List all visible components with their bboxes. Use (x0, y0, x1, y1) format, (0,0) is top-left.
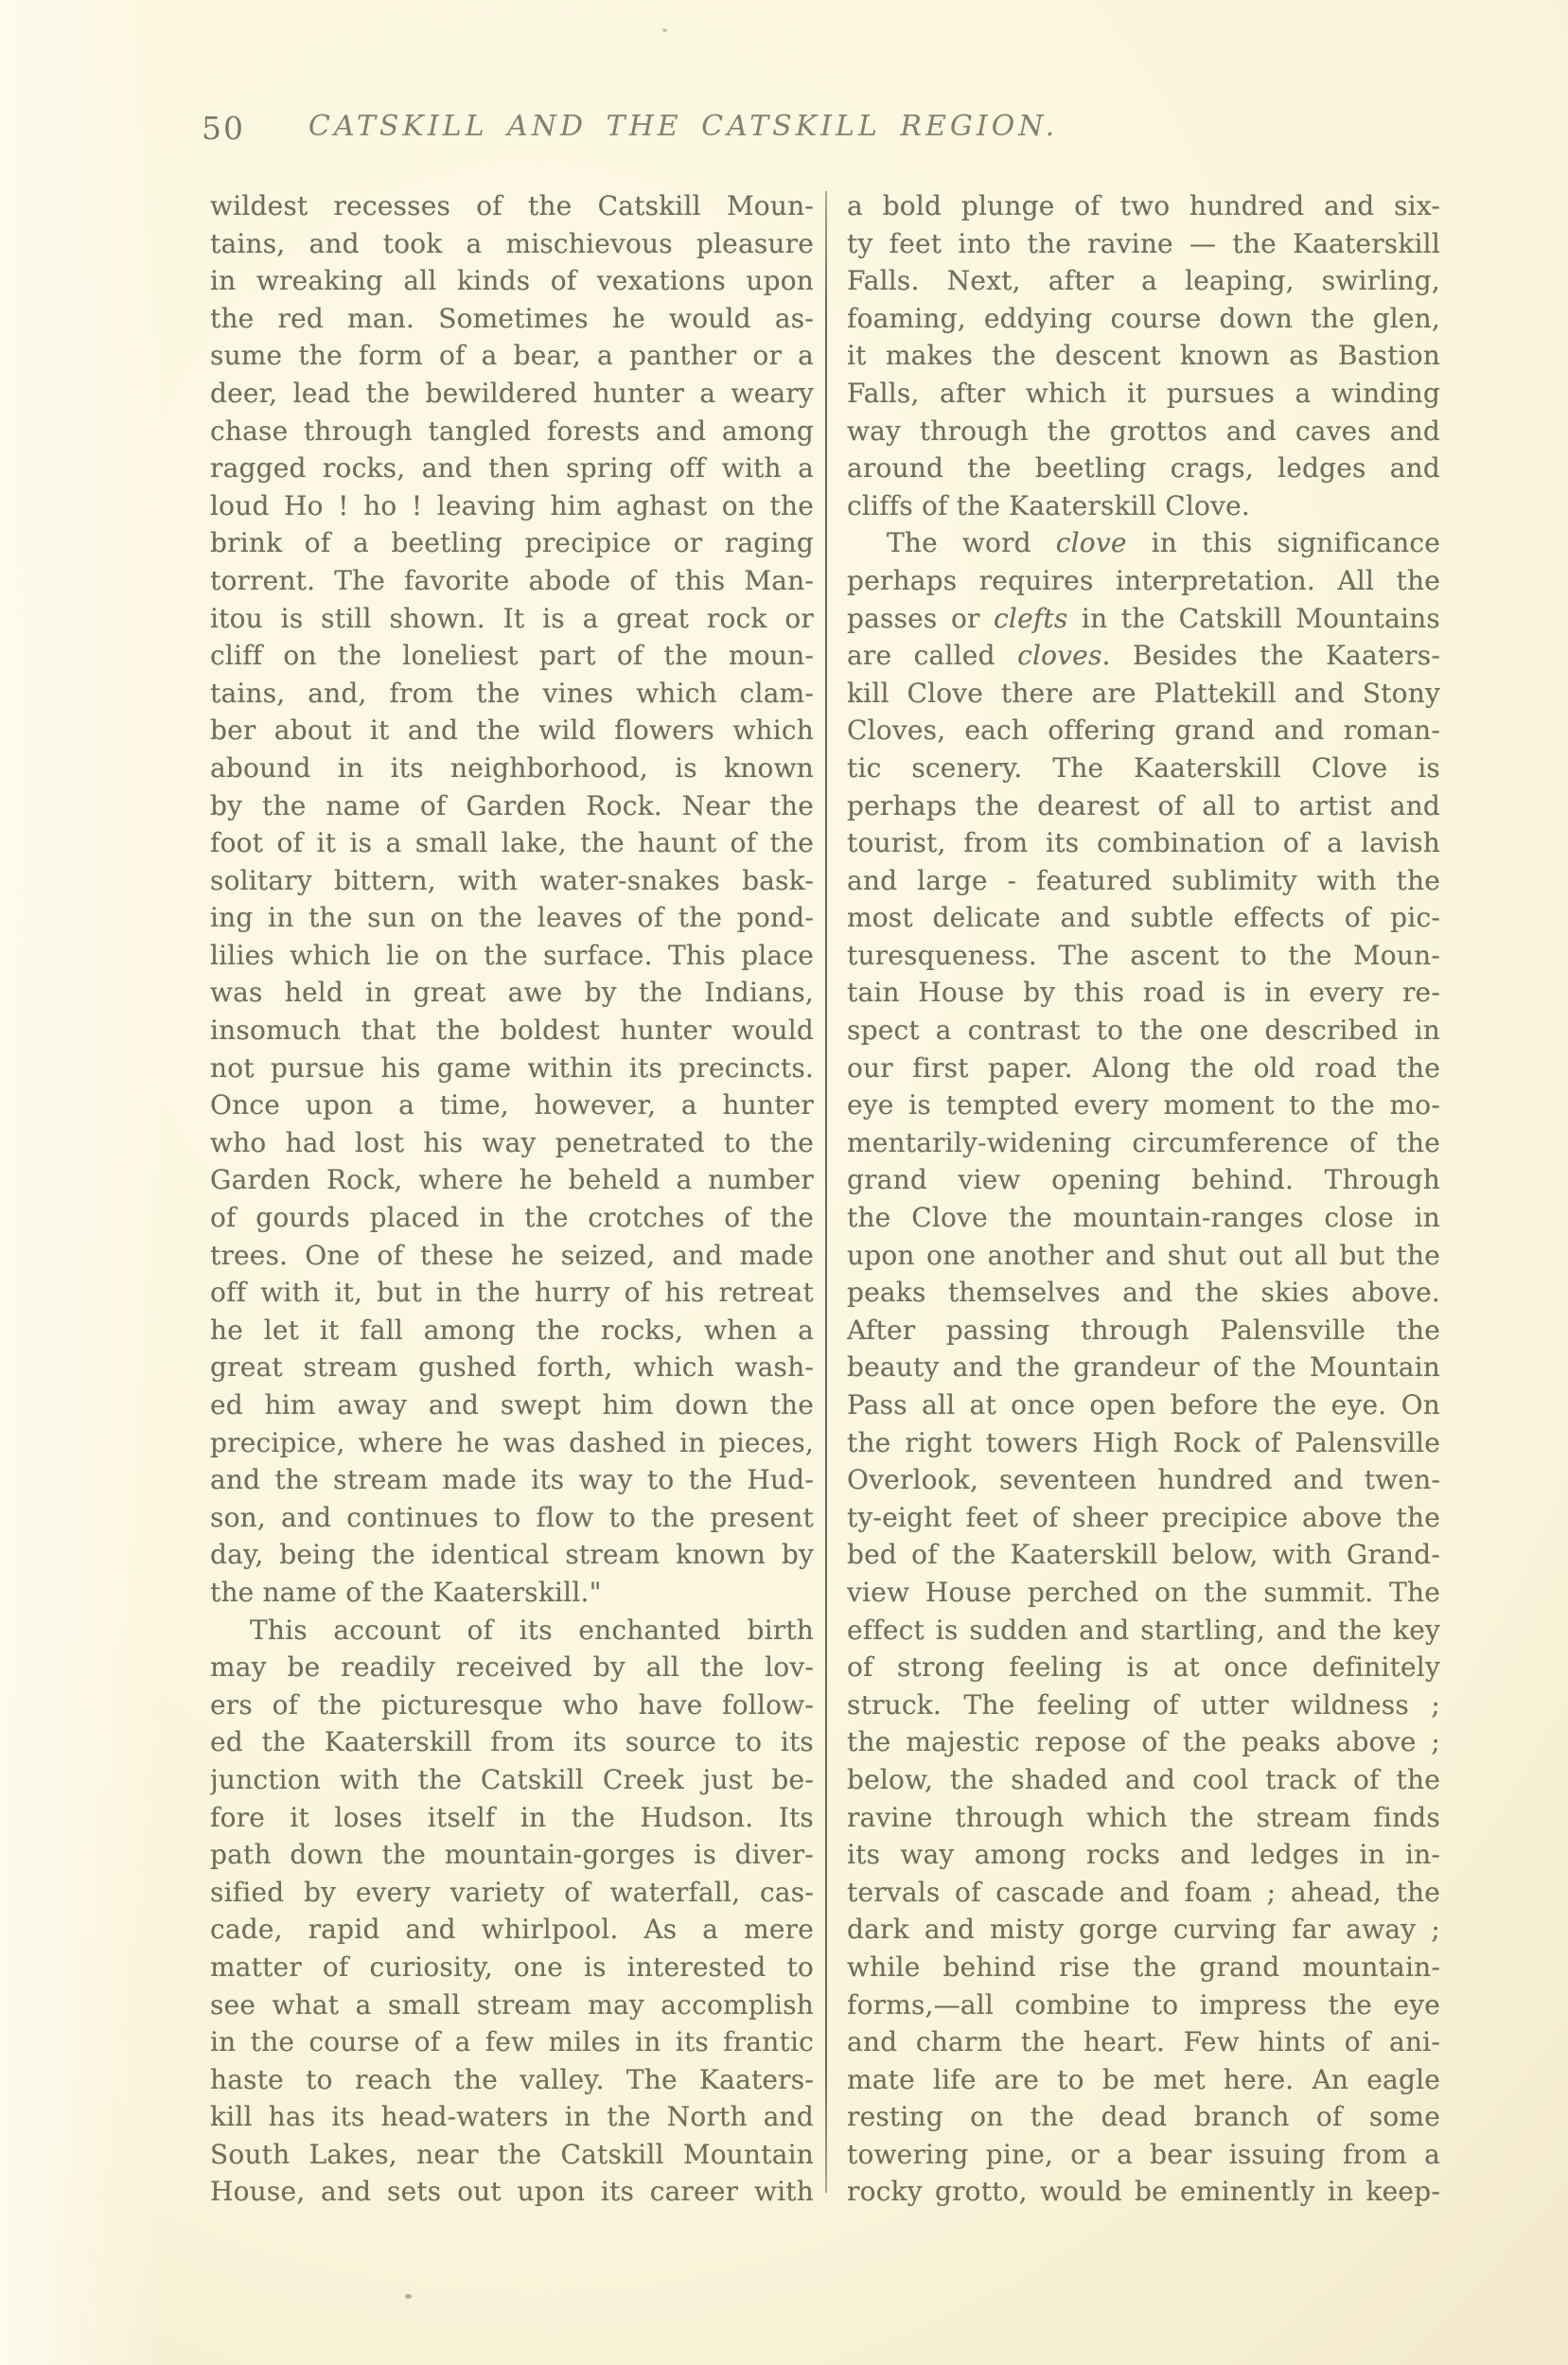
text-line: view House perched on the summit. The (847, 1576, 1440, 1608)
text-column-right (847, 187, 1440, 2211)
text-line: ty feet into the ravine — the Kaaterskill (847, 227, 1440, 259)
text-line: by the name of Garden Rock. Near the (210, 789, 814, 821)
text-line: our first paper. Along the old road the (847, 1051, 1440, 1084)
text-line: Pass all at once open before the eye. On (847, 1389, 1440, 1421)
text-line: Falls. Next, after a leaping, swirling, (847, 265, 1440, 297)
text-line: The word clove in this significance (887, 527, 1440, 559)
text-line: Cloves, each offering grand and roman- (847, 715, 1440, 747)
text-line: perhaps requires interpretation. All the (847, 564, 1440, 596)
text-line: of gourds placed in the crotches of the (210, 1202, 814, 1234)
text-line: cade, rapid and whirlpool. As a mere (210, 1914, 814, 1946)
text-line: in wreaking all kinds of vexations upon (210, 265, 814, 297)
text-line: the Clove the mountain-ranges close in (847, 1202, 1440, 1234)
text-line: dark and misty gorge curving far away ; (847, 1914, 1440, 1946)
text-line: brink of a beetling precipice or raging (210, 527, 814, 559)
text-line: ravine through which the stream finds (847, 1801, 1440, 1833)
text-line: beauty and the grandeur of the Mountain (847, 1351, 1440, 1384)
text-line: Falls, after which it pursues a winding (847, 377, 1440, 409)
text-line: off with it, but in the hurry of his retreat (210, 1277, 814, 1309)
text-line: Garden Rock, where he beheld a number (210, 1164, 814, 1196)
text-line: kill has its head-waters in the North and (210, 2101, 814, 2133)
page-number: 50 (202, 110, 245, 147)
text-block (210, 187, 1440, 2211)
text-line: who had lost his way penetrated to the (210, 1126, 814, 1158)
text-line: Once upon a time, however, a hunter (210, 1089, 814, 1121)
text-line: foot of it is a small lake, the haunt of the (210, 827, 814, 859)
text-line: ber about it and the wild flowers which (210, 715, 814, 747)
text-line: grand view opening behind. Through (847, 1164, 1440, 1196)
text-line: kill Clove there are Plattekill and Stony (847, 677, 1440, 709)
text-line: ing in the sun on the leaves of the pond- (210, 902, 814, 934)
text-line: rocky grotto, would be eminently in keep- (847, 2176, 1440, 2208)
text-line: may be readily received by all the lov- (210, 1651, 814, 1684)
text-line: loud Ho ! ho ! leaving him aghast on the (210, 489, 814, 521)
text-line: while behind rise the grand mountain- (847, 1950, 1440, 1983)
text-line: most delicate and subtle effects of pic- (847, 902, 1440, 934)
text-line: was held in great awe by the Indians, (210, 977, 814, 1009)
text-line: ty-eight feet of sheer precipice above the (847, 1501, 1440, 1533)
text-line: it makes the descent known as Bastion (847, 340, 1440, 372)
text-line: trees. One of these he seized, and made (210, 1239, 814, 1271)
text-column-left (210, 187, 814, 2211)
text-line: After passing through Palensville the (847, 1314, 1440, 1346)
text-line: ragged rocks, and then spring off with a (210, 452, 814, 485)
text-line: chase through tangled forests and among (210, 415, 814, 447)
text-line: abound in its neighborhood, is known (210, 751, 814, 784)
text-line: perhaps the dearest of all to artist and (847, 789, 1440, 821)
text-line: below, the shaded and cool track of the (847, 1763, 1440, 1795)
text-line: of strong feeling is at once definitely (847, 1651, 1440, 1684)
text-line: son, and continues to flow to the present (210, 1501, 814, 1533)
text-line: House, and sets out upon its career with (210, 2176, 814, 2208)
text-line: forms,—all combine to impress the eye (847, 1988, 1440, 2021)
text-line: eye is tempted every moment to the mo- (847, 1089, 1440, 1121)
text-line: haste to reach the valley. The Kaaters- (210, 2063, 814, 2095)
text-line: cliff on the loneliest part of the moun- (210, 640, 814, 672)
text-line: lilies which lie on the surface. This place (210, 939, 814, 971)
text-line: towering pine, or a bear issuing from a (847, 2138, 1440, 2170)
text-line: ers of the picturesque who have follow- (210, 1688, 814, 1721)
text-line: matter of curiosity, one is interested to (210, 1950, 814, 1983)
text-line: foaming, eddying course down the glen, (847, 302, 1440, 334)
text-line: and charm the heart. Few hints of ani- (847, 2026, 1440, 2058)
ink-speck (662, 28, 667, 32)
text-line: This account of its enchanted birth (250, 1614, 814, 1646)
text-line: tourist, from its combination of a lavish (847, 827, 1440, 859)
text-line: tains, and, from the vines which clam- (210, 677, 814, 709)
text-line: solitary bittern, with water-snakes bask- (210, 864, 814, 896)
text-line: resting on the dead branch of some (847, 2101, 1440, 2133)
text-line: mentarily-widening circumference of the (847, 1126, 1440, 1158)
text-line: tain House by this road is in every re- (847, 977, 1440, 1009)
text-line: passes or clefts in the Catskill Mountains (847, 602, 1440, 634)
text-line: tic scenery. The Kaaterskill Clove is (847, 751, 1440, 784)
text-line: around the beetling crags, ledges and (847, 452, 1440, 485)
text-line: the name of the Kaaterskill." (210, 1576, 602, 1608)
text-line: day, being the identical stream known by (210, 1539, 814, 1571)
text-line: and the stream made its way to the Hud- (210, 1464, 814, 1496)
text-line: not pursue his game within its precincts. (210, 1051, 814, 1084)
text-line: its way among rocks and ledges in in- (847, 1839, 1440, 1871)
text-line: are called cloves. Besides the Kaaters- (847, 640, 1440, 672)
text-line: sume the form of a bear, a panther or a (210, 340, 814, 372)
running-header: CATSKILL AND THE CATSKILL REGION. (308, 110, 1059, 143)
text-line: insomuch that the boldest hunter would (210, 1015, 814, 1047)
text-line: torrent. The favorite abode of this Man- (210, 564, 814, 596)
text-line: sified by every variety of waterfall, cas- (210, 1876, 814, 1908)
text-line: path down the mountain-gorges is diver- (210, 1839, 814, 1871)
text-line: cliffs of the Kaaterskill Clove. (847, 489, 1251, 521)
text-line: see what a small stream may accomplish (210, 1988, 814, 2021)
text-line: ed the Kaaterskill from its source to its (210, 1726, 814, 1758)
text-line: Overlook, seventeen hundred and twen- (847, 1464, 1440, 1496)
text-line: effect is sudden and startling, and the key (847, 1614, 1440, 1646)
text-line: junction with the Catskill Creek just be- (210, 1763, 814, 1795)
text-line: in the course of a few miles in its frantic (210, 2026, 814, 2058)
text-line: bed of the Kaaterskill below, with Grand- (847, 1539, 1440, 1571)
text-line: South Lakes, near the Catskill Mountain (210, 2138, 814, 2170)
text-line: peaks themselves and the skies above. (847, 1277, 1440, 1309)
text-line: wildest recesses of the Catskill Moun- (210, 190, 814, 221)
text-line: tervals of cascade and foam ; ahead, the (847, 1876, 1440, 1908)
text-line: way through the grottos and caves and (847, 415, 1440, 447)
text-line: great stream gushed forth, which wash- (210, 1351, 814, 1384)
text-line: itou is still shown. It is a great rock or (210, 602, 814, 634)
text-line: struck. The feeling of utter wildness ; (847, 1688, 1440, 1721)
text-line: the right towers High Rock of Palensville (847, 1426, 1440, 1458)
text-line: precipice, where he was dashed in pieces, (210, 1426, 814, 1458)
text-line: ed him away and swept him down the (210, 1389, 814, 1421)
text-line: deer, lead the bewildered hunter a weary (210, 377, 814, 409)
text-line: the majestic repose of the peaks above ; (847, 1726, 1440, 1758)
text-line: fore it loses itself in the Hudson. Its (210, 1801, 814, 1833)
text-line: a bold plunge of two hundred and six- (847, 190, 1440, 221)
text-line: mate life are to be met here. An eagle (847, 2063, 1440, 2095)
column-rule (825, 191, 827, 2193)
text-line: upon one another and shut out all but the (847, 1239, 1440, 1271)
text-line: and large - featured sublimity with the (847, 864, 1440, 896)
text-line: turesqueness. The ascent to the Moun- (847, 939, 1440, 971)
text-line: spect a contrast to the one described in (847, 1015, 1440, 1047)
text-line: he let it fall among the rocks, when a (210, 1314, 814, 1346)
text-line: tains, and took a mischievous pleasure (210, 227, 814, 259)
text-line: the red man. Sometimes he would as- (210, 302, 814, 334)
ink-speck (405, 2294, 412, 2299)
